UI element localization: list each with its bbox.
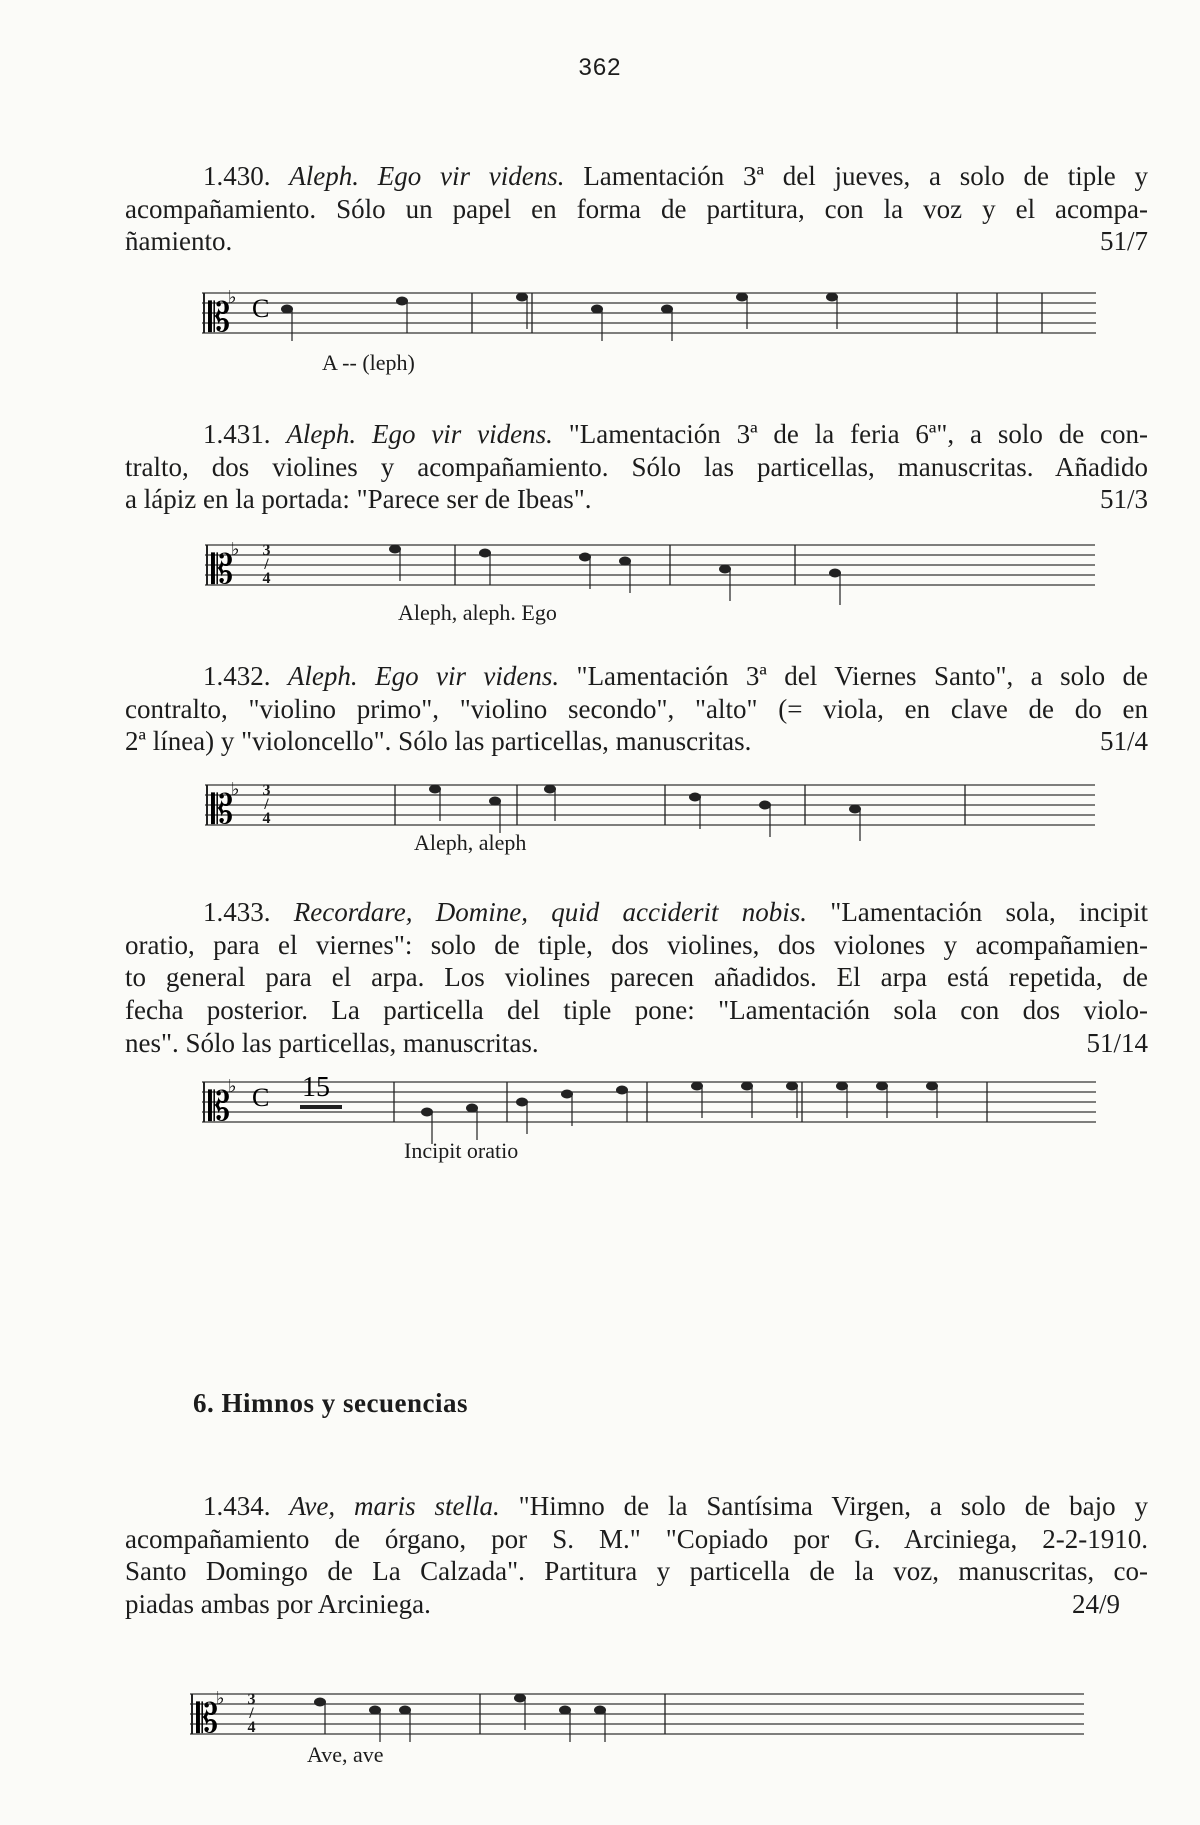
entry-1430-ref: 51/7	[1099, 226, 1148, 256]
note-head	[786, 1082, 798, 1091]
note-head	[826, 293, 838, 302]
entry-1434-line: acompañamiento de órgano, por S. M." "Copiado por G. Arciniega, 2-2-1910.	[125, 1524, 1148, 1554]
entry-1432-ref: 51/4	[1099, 726, 1148, 756]
multi-rest-count: 15	[302, 1072, 330, 1103]
note-head	[719, 565, 731, 574]
note-head	[849, 805, 861, 814]
entry-1431-line: a lápiz en la portada: "Parece ser de Ibeas".	[125, 484, 592, 514]
page-number: 362	[578, 54, 622, 81]
entry-1433-line: to general para el arpa. Los violines parecen añadidos. El arpa está repetida, de	[125, 962, 1148, 992]
clef-icon: 𝄡	[211, 787, 234, 833]
music-incipit-1432	[205, 779, 1095, 839]
music-incipit-1431	[205, 539, 1095, 599]
incipit-lyric-1431: Aleph, aleph. Ego	[398, 600, 557, 625]
section-heading: 6. Himnos y secuencias	[193, 1388, 469, 1418]
clef-icon: 𝄡	[208, 1084, 231, 1130]
note-head	[314, 1698, 326, 1707]
note-head	[591, 305, 603, 314]
note-head	[926, 1082, 938, 1091]
time-signature: C	[252, 1083, 270, 1112]
note-head	[489, 797, 501, 806]
incipit-lyric-1430: A -- (leph)	[322, 350, 415, 375]
flat-icon: ♭	[231, 539, 240, 560]
entry-1433-line: 1.433. Recordare, Domine, quid acciderit nobis. "Lamentación sola, incipit	[203, 897, 1149, 927]
note-head	[741, 1082, 753, 1091]
note-head	[661, 305, 673, 314]
note-head	[836, 1082, 848, 1091]
note-head	[369, 1706, 381, 1715]
note-head	[594, 1706, 606, 1715]
time-signature: C	[252, 294, 270, 323]
music-incipit-1433	[202, 1072, 1096, 1136]
clef-icon: 𝄡	[196, 1696, 219, 1742]
time-signature-1432: 3/4	[258, 782, 275, 824]
note-head	[389, 545, 401, 554]
entry-1430-line: acompañamiento. Sólo un papel en forma de partitura, con la voz y el acompa-	[125, 194, 1148, 224]
note-head	[616, 1086, 628, 1095]
clef-icon: 𝄡	[211, 547, 234, 593]
entry-1430-line: 1.430. Aleph. Ego vir videns. Lamentación 3ª del jueves, a solo de tiple y	[203, 161, 1149, 191]
entry-1431-ref: 51/3	[1099, 484, 1148, 514]
flat-icon: ♭	[228, 1076, 237, 1097]
note-head	[421, 1108, 433, 1117]
entry-1430-line: ñamiento.	[125, 226, 233, 256]
entry-1434-ref: 24/9	[1071, 1589, 1120, 1619]
entry-1431-line: tralto, dos violines y acompañamiento. Sólo las particellas, manuscritas. Añadido	[125, 452, 1148, 482]
note-head	[876, 1082, 888, 1091]
note-head	[281, 305, 293, 314]
music-incipit-1434	[190, 1688, 1084, 1742]
entry-1433-line: fecha posterior. La particella del tiple pone: "Lamentación sola con dos violo-	[125, 995, 1148, 1025]
entry-1434-line: 1.434. Ave, maris stella. "Himno de la Santísima Virgen, a solo de bajo y	[203, 1491, 1149, 1521]
note-head	[579, 553, 591, 562]
clef-icon: 𝄡	[208, 295, 231, 341]
note-head	[466, 1104, 478, 1113]
incipit-lyric-1433: Incipit oratio	[404, 1138, 519, 1163]
entry-1432-line: 2ª línea) y "violoncello". Sólo las particellas, manuscritas.	[125, 726, 752, 756]
music-incipit-1430	[202, 287, 1096, 347]
note-head	[559, 1706, 571, 1715]
flat-icon: ♭	[231, 779, 240, 800]
note-head	[619, 557, 631, 566]
entry-1434-line: Santo Domingo de La Calzada". Partitura y particella de la voz, manuscritas, co-	[125, 1556, 1148, 1586]
time-signature-1431: 3/4	[258, 542, 275, 584]
note-head	[516, 1098, 528, 1107]
note-head	[736, 293, 748, 302]
note-head	[479, 549, 491, 558]
incipit-lyric-1432: Aleph, aleph	[414, 830, 527, 855]
note-head	[829, 569, 841, 578]
flat-icon: ♭	[228, 287, 237, 308]
note-head	[544, 785, 556, 794]
note-head	[399, 1706, 411, 1715]
note-head	[516, 293, 528, 302]
entry-1432-line: 1.432. Aleph. Ego vir videns. "Lamentación 3ª del Viernes Santo", a solo de	[203, 661, 1148, 691]
note-head	[689, 793, 701, 802]
note-head	[429, 785, 441, 794]
entry-1434-line: piadas ambas por Arciniega.	[125, 1589, 431, 1619]
entry-1433-line: oratio, para el viernes": solo de tiple, dos violines, dos violones y acompañamien-	[125, 930, 1148, 960]
note-head	[759, 801, 771, 810]
note-head	[396, 297, 408, 306]
entry-1433-line: nes". Sólo las particellas, manuscritas.	[125, 1028, 539, 1058]
note-head	[561, 1090, 573, 1099]
entry-1432-line: contralto, "violino primo", "violino secondo", "alto" (= viola, en clave de do en	[125, 694, 1148, 724]
entry-1431-line: 1.431. Aleph. Ego vir videns. "Lamentación 3ª de la feria 6ª", a solo de con-	[203, 419, 1149, 449]
note-head	[691, 1082, 703, 1091]
flat-icon: ♭	[216, 1688, 225, 1709]
note-head	[514, 1694, 526, 1703]
entry-1433-ref: 51/14	[1086, 1028, 1148, 1058]
incipit-lyric-1434: Ave, ave	[307, 1742, 384, 1767]
time-signature-1434: 3/4	[243, 1691, 260, 1733]
